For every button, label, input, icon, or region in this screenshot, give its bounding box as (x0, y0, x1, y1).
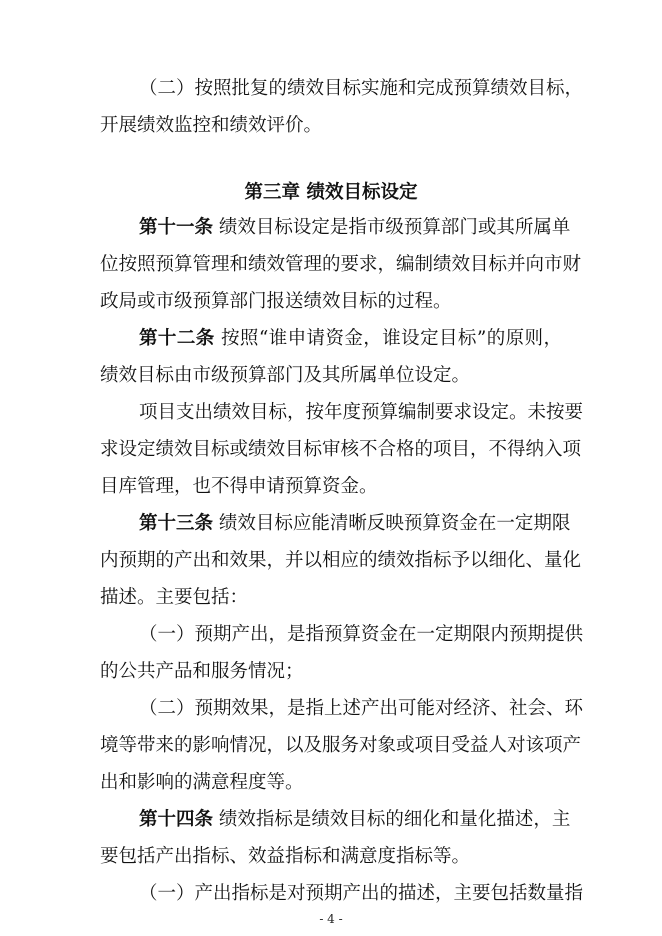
chapter-title: 第三章 绩效目标设定 (244, 182, 418, 203)
article-label: 第十一条 (139, 217, 214, 238)
article-text: 绩效指标是绩效目标的细化和量化描述，主 (213, 809, 571, 830)
paragraph-line: （二）按照批复的绩效目标实施和完成预算绩效目标， (139, 78, 584, 99)
paragraph-line: 位按照预算管理和绩效管理的要求，编制绩效目标并向市财 (100, 254, 582, 275)
article-text: 绩效目标设定是指市级预算部门或其所属单 (213, 217, 571, 238)
paragraph-line: （二）预期效果，是指上述产出可能对经济、社会、环 (139, 698, 584, 719)
paragraph-line: 开展绩效监控和绩效评价。 (100, 115, 323, 136)
article-text: 绩效目标应能清晰反映预算资金在一定期限 (213, 513, 571, 534)
article-label: 第十四条 (139, 809, 214, 830)
article-12-line (139, 326, 562, 352)
page-number: - 4 - (319, 912, 343, 926)
article-label: 第十二条 (139, 328, 215, 349)
article-label: 第十三条 (139, 513, 214, 534)
paragraph-line: 境等带来的影响情况，以及服务对象或项目受益人对该项产 (100, 735, 582, 756)
article-text: 按照“谁申请资金，谁设定目标”的原则， (214, 328, 562, 349)
paragraph-line: （一）产出指标是对预期产出的描述，主要包括数量指 (139, 883, 584, 904)
article-11-line (139, 215, 571, 241)
paragraph-line: 政局或市级预算部门报送绩效目标的过程。 (100, 291, 452, 312)
paragraph-line: 目库管理，也不得申请预算资金。 (100, 476, 378, 497)
paragraph-line: 的公共产品和服务情况； (100, 661, 304, 682)
article-14-line (139, 807, 571, 833)
paragraph-line: 求设定绩效目标或绩效目标审核不合格的项目，不得纳入项 (100, 439, 582, 460)
paragraph-line: 绩效目标由市级预算部门及其所属单位设定。 (100, 365, 471, 386)
paragraph-line: 出和影响的满意程度等。 (100, 772, 304, 793)
paragraph-line: 项目支出绩效目标，按年度预算编制要求设定。未按要 (139, 402, 584, 423)
paragraph-line: 要包括产出指标、效益指标和满意度指标等。 (100, 846, 471, 867)
paragraph-line: 内预期的产出和效果，并以相应的绩效指标予以细化、量化 (100, 550, 582, 571)
paragraph-line: （一）预期产出，是指预算资金在一定期限内预期提供 (139, 624, 584, 645)
article-13-line (139, 511, 571, 537)
paragraph-line: 描述。主要包括： (100, 587, 249, 608)
